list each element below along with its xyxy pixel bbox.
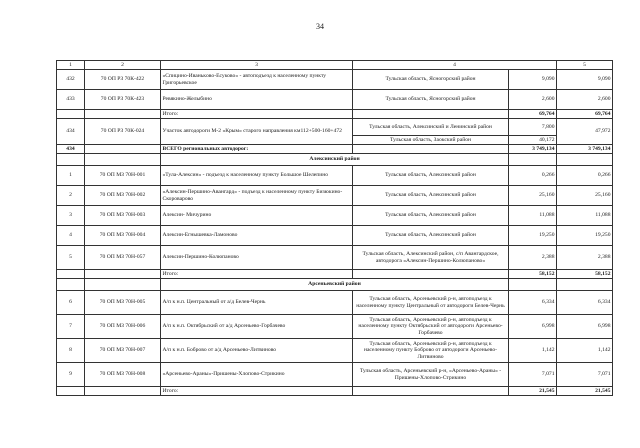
road-code: 70 ОП МЗ 70Н-006 <box>85 315 161 339</box>
subtotal-row <box>57 387 613 396</box>
road-name: Ревякино-Желыбино <box>161 90 353 110</box>
header-cell: 1 <box>57 61 85 70</box>
road-length: 7,071 <box>509 363 557 387</box>
empty-cell <box>353 387 509 396</box>
road-code: 70 ОП РЗ 70К-423 <box>85 90 161 110</box>
row-number: 9 <box>57 363 85 387</box>
empty-cell <box>57 110 85 119</box>
empty-cell <box>85 387 161 396</box>
road-region: Тульская область, Алексинский район, с/п Авангардское, автодорога «Алексин-Першино-Колюпаново» <box>353 246 509 270</box>
empty-cell <box>509 279 557 291</box>
road-code: 70 ОП МЗ 70Н-004 <box>85 226 161 246</box>
road-code: 70 ОП МЗ 70Н-002 <box>85 186 161 206</box>
header-row <box>57 61 613 70</box>
row-number: 5 <box>57 246 85 270</box>
road-length: 2,600 <box>509 90 557 110</box>
road-length: 1,142 <box>509 339 557 363</box>
section-title: Арсеньевский район <box>161 279 509 291</box>
subtotal-row <box>57 270 613 279</box>
road-length: 6,998 <box>509 315 557 339</box>
road-name: А/п к н.п. Октябрьский от а/д Арсеньево-Горбачево <box>161 315 353 339</box>
empty-cell <box>57 154 85 166</box>
table-row <box>57 315 613 339</box>
road-name: Алексин- Мичурино <box>161 206 353 226</box>
road-region: Тульская область, Алексинский район <box>353 166 509 186</box>
road-total: 19,250 <box>557 226 613 246</box>
header-cell: 5 <box>557 61 613 70</box>
road-region: Тульская область, Ясногорский район <box>353 90 509 110</box>
road-length: 11,088 <box>509 206 557 226</box>
row-number: 2 <box>57 186 85 206</box>
road-name: «Тула-Алексин» - подъезд к населенному пункту Большое Шелепино <box>161 166 353 186</box>
road-length: 40,172 <box>509 136 557 145</box>
road-name: Алексин-Першино-Колюпаново <box>161 246 353 270</box>
road-length: 9,090 <box>509 70 557 90</box>
empty-cell <box>57 270 85 279</box>
road-code: 70 ОП МЗ 70Н-057 <box>85 246 161 270</box>
table-row <box>57 291 613 315</box>
road-region: Тульская область, Алексинский район <box>353 226 509 246</box>
subtotal-label: Итого: <box>161 387 353 396</box>
row-number: 7 <box>57 315 85 339</box>
road-total: 7,071 <box>557 363 613 387</box>
road-total: 0,266 <box>557 166 613 186</box>
section-row <box>57 154 613 166</box>
road-total: 25,160 <box>557 186 613 206</box>
header-cell: 2 <box>85 61 161 70</box>
header-cell: 4 <box>353 61 557 70</box>
empty-cell <box>509 154 557 166</box>
road-length: 0,266 <box>509 166 557 186</box>
road-length: 7,800 <box>509 119 557 136</box>
subtotal-row <box>57 110 613 119</box>
row-number: 434 <box>57 145 85 154</box>
road-region: Тульская область, Арсеньевский р-н, автоподъезд к населенному пункту Боброво от автодороги Арсеньево-Литвиново <box>353 339 509 363</box>
grand-total-label: ВСЕГО региональных автодорог: <box>161 145 353 154</box>
road-length: 6,334 <box>509 291 557 315</box>
grand-total-length: 3 749,134 <box>509 145 557 154</box>
empty-cell <box>557 154 613 166</box>
road-total: 6,998 <box>557 315 613 339</box>
page-number: 34 <box>316 22 324 31</box>
empty-cell <box>57 387 85 396</box>
row-number: 1 <box>57 166 85 186</box>
road-region: Тульская область, Алексинский район <box>353 186 509 206</box>
row-number: 433 <box>57 90 85 110</box>
subtotal-total: 21,545 <box>557 387 613 396</box>
section-row <box>57 279 613 291</box>
roads-table <box>56 60 613 396</box>
road-total: 6,334 <box>557 291 613 315</box>
road-total: 2,600 <box>557 90 613 110</box>
road-region: Тульская область, Алексинский и Ленинский район <box>353 119 509 136</box>
table-row <box>57 119 613 136</box>
grand-total-total: 3 749,134 <box>557 145 613 154</box>
road-code: 70 ОП МЗ 70Н-003 <box>85 206 161 226</box>
header-cell: 3 <box>161 61 353 70</box>
empty-cell <box>85 279 161 291</box>
empty-cell <box>557 279 613 291</box>
road-region: Тульская область, Алексинский район <box>353 206 509 226</box>
road-region: Тульская область, Ясногорский район <box>353 70 509 90</box>
road-length: 25,160 <box>509 186 557 206</box>
road-code: 70 ОП РЗ 70К-422 <box>85 70 161 90</box>
subtotal-total: 69,764 <box>557 110 613 119</box>
road-code: 70 ОП МЗ 70Н-005 <box>85 291 161 315</box>
road-total: 47,972 <box>557 119 613 145</box>
table-row <box>57 226 613 246</box>
road-total: 9,090 <box>557 70 613 90</box>
road-total: 2,388 <box>557 246 613 270</box>
grand-total-row <box>57 145 613 154</box>
road-name: «Спицино-Иванькoво-Есуково» - автоподъезд к населенному пункту Григорьевское <box>161 70 353 90</box>
table-row <box>57 206 613 226</box>
empty-cell <box>353 110 509 119</box>
subtotal-label: Итого: <box>161 270 353 279</box>
empty-cell <box>57 279 85 291</box>
road-total: 11,088 <box>557 206 613 226</box>
row-number: 432 <box>57 70 85 90</box>
table-row <box>57 363 613 387</box>
table-row <box>57 186 613 206</box>
road-name: А/п к н.п. Центральный от а/д Белев-Чернь <box>161 291 353 315</box>
road-region: Тульская область, Арсеньевский р-н, автоподъезд к населенному пункту Октябрьский от автодороги Арсеньево-Горбачево <box>353 315 509 339</box>
empty-cell <box>85 110 161 119</box>
row-number: 8 <box>57 339 85 363</box>
row-number: 6 <box>57 291 85 315</box>
section-title: Алексинский район <box>161 154 509 166</box>
road-region: Тульская область, Арсеньевский р-н, «Арсеньево-Араны» - Пришены-Хлопово-Стрикино <box>353 363 509 387</box>
subtotal-length: 21,545 <box>509 387 557 396</box>
road-region: Тульская область, Заокский район <box>353 136 509 145</box>
road-length: 2,388 <box>509 246 557 270</box>
table-row <box>57 246 613 270</box>
road-name: Участок автодороги М-2 «Крым» старого направления км112+500-160+472 <box>161 119 353 145</box>
row-number: 3 <box>57 206 85 226</box>
road-total: 1,142 <box>557 339 613 363</box>
subtotal-length: 58,152 <box>509 270 557 279</box>
table-row <box>57 90 613 110</box>
row-number: 434 <box>57 119 85 145</box>
empty-cell <box>353 270 509 279</box>
road-name: А/п к н.п. Боброво от а/д Арсеньево-Литвиново <box>161 339 353 363</box>
table-row <box>57 166 613 186</box>
road-name: Алексин-Егнышевка-Ламоново <box>161 226 353 246</box>
road-code: 70 ОП РЗ 70К-024 <box>85 119 161 145</box>
road-code: 70 ОП МЗ 70Н-007 <box>85 339 161 363</box>
road-region: Тульская область, Арсеньевский р-н, автоподъезд к населенному пункту Центральный от автодороги Белев-Чернь <box>353 291 509 315</box>
road-name: «Арсеньево-Араны»-Пришены-Хлопово-Стрикино <box>161 363 353 387</box>
subtotal-length: 69,764 <box>509 110 557 119</box>
road-code: 70 ОП МЗ 70Н-008 <box>85 363 161 387</box>
empty-cell <box>85 145 161 154</box>
road-code: 70 ОП МЗ 70Н-001 <box>85 166 161 186</box>
empty-cell <box>85 270 161 279</box>
row-number: 4 <box>57 226 85 246</box>
subtotal-total: 58,152 <box>557 270 613 279</box>
table-row <box>57 339 613 363</box>
empty-cell <box>85 154 161 166</box>
subtotal-label: Итого: <box>161 110 353 119</box>
table-row <box>57 70 613 90</box>
empty-cell <box>353 145 509 154</box>
road-length: 19,250 <box>509 226 557 246</box>
road-name: «Алексин-Першино-Авангард» - подъезд к населенному пункту Бизюкино-Скороварово <box>161 186 353 206</box>
